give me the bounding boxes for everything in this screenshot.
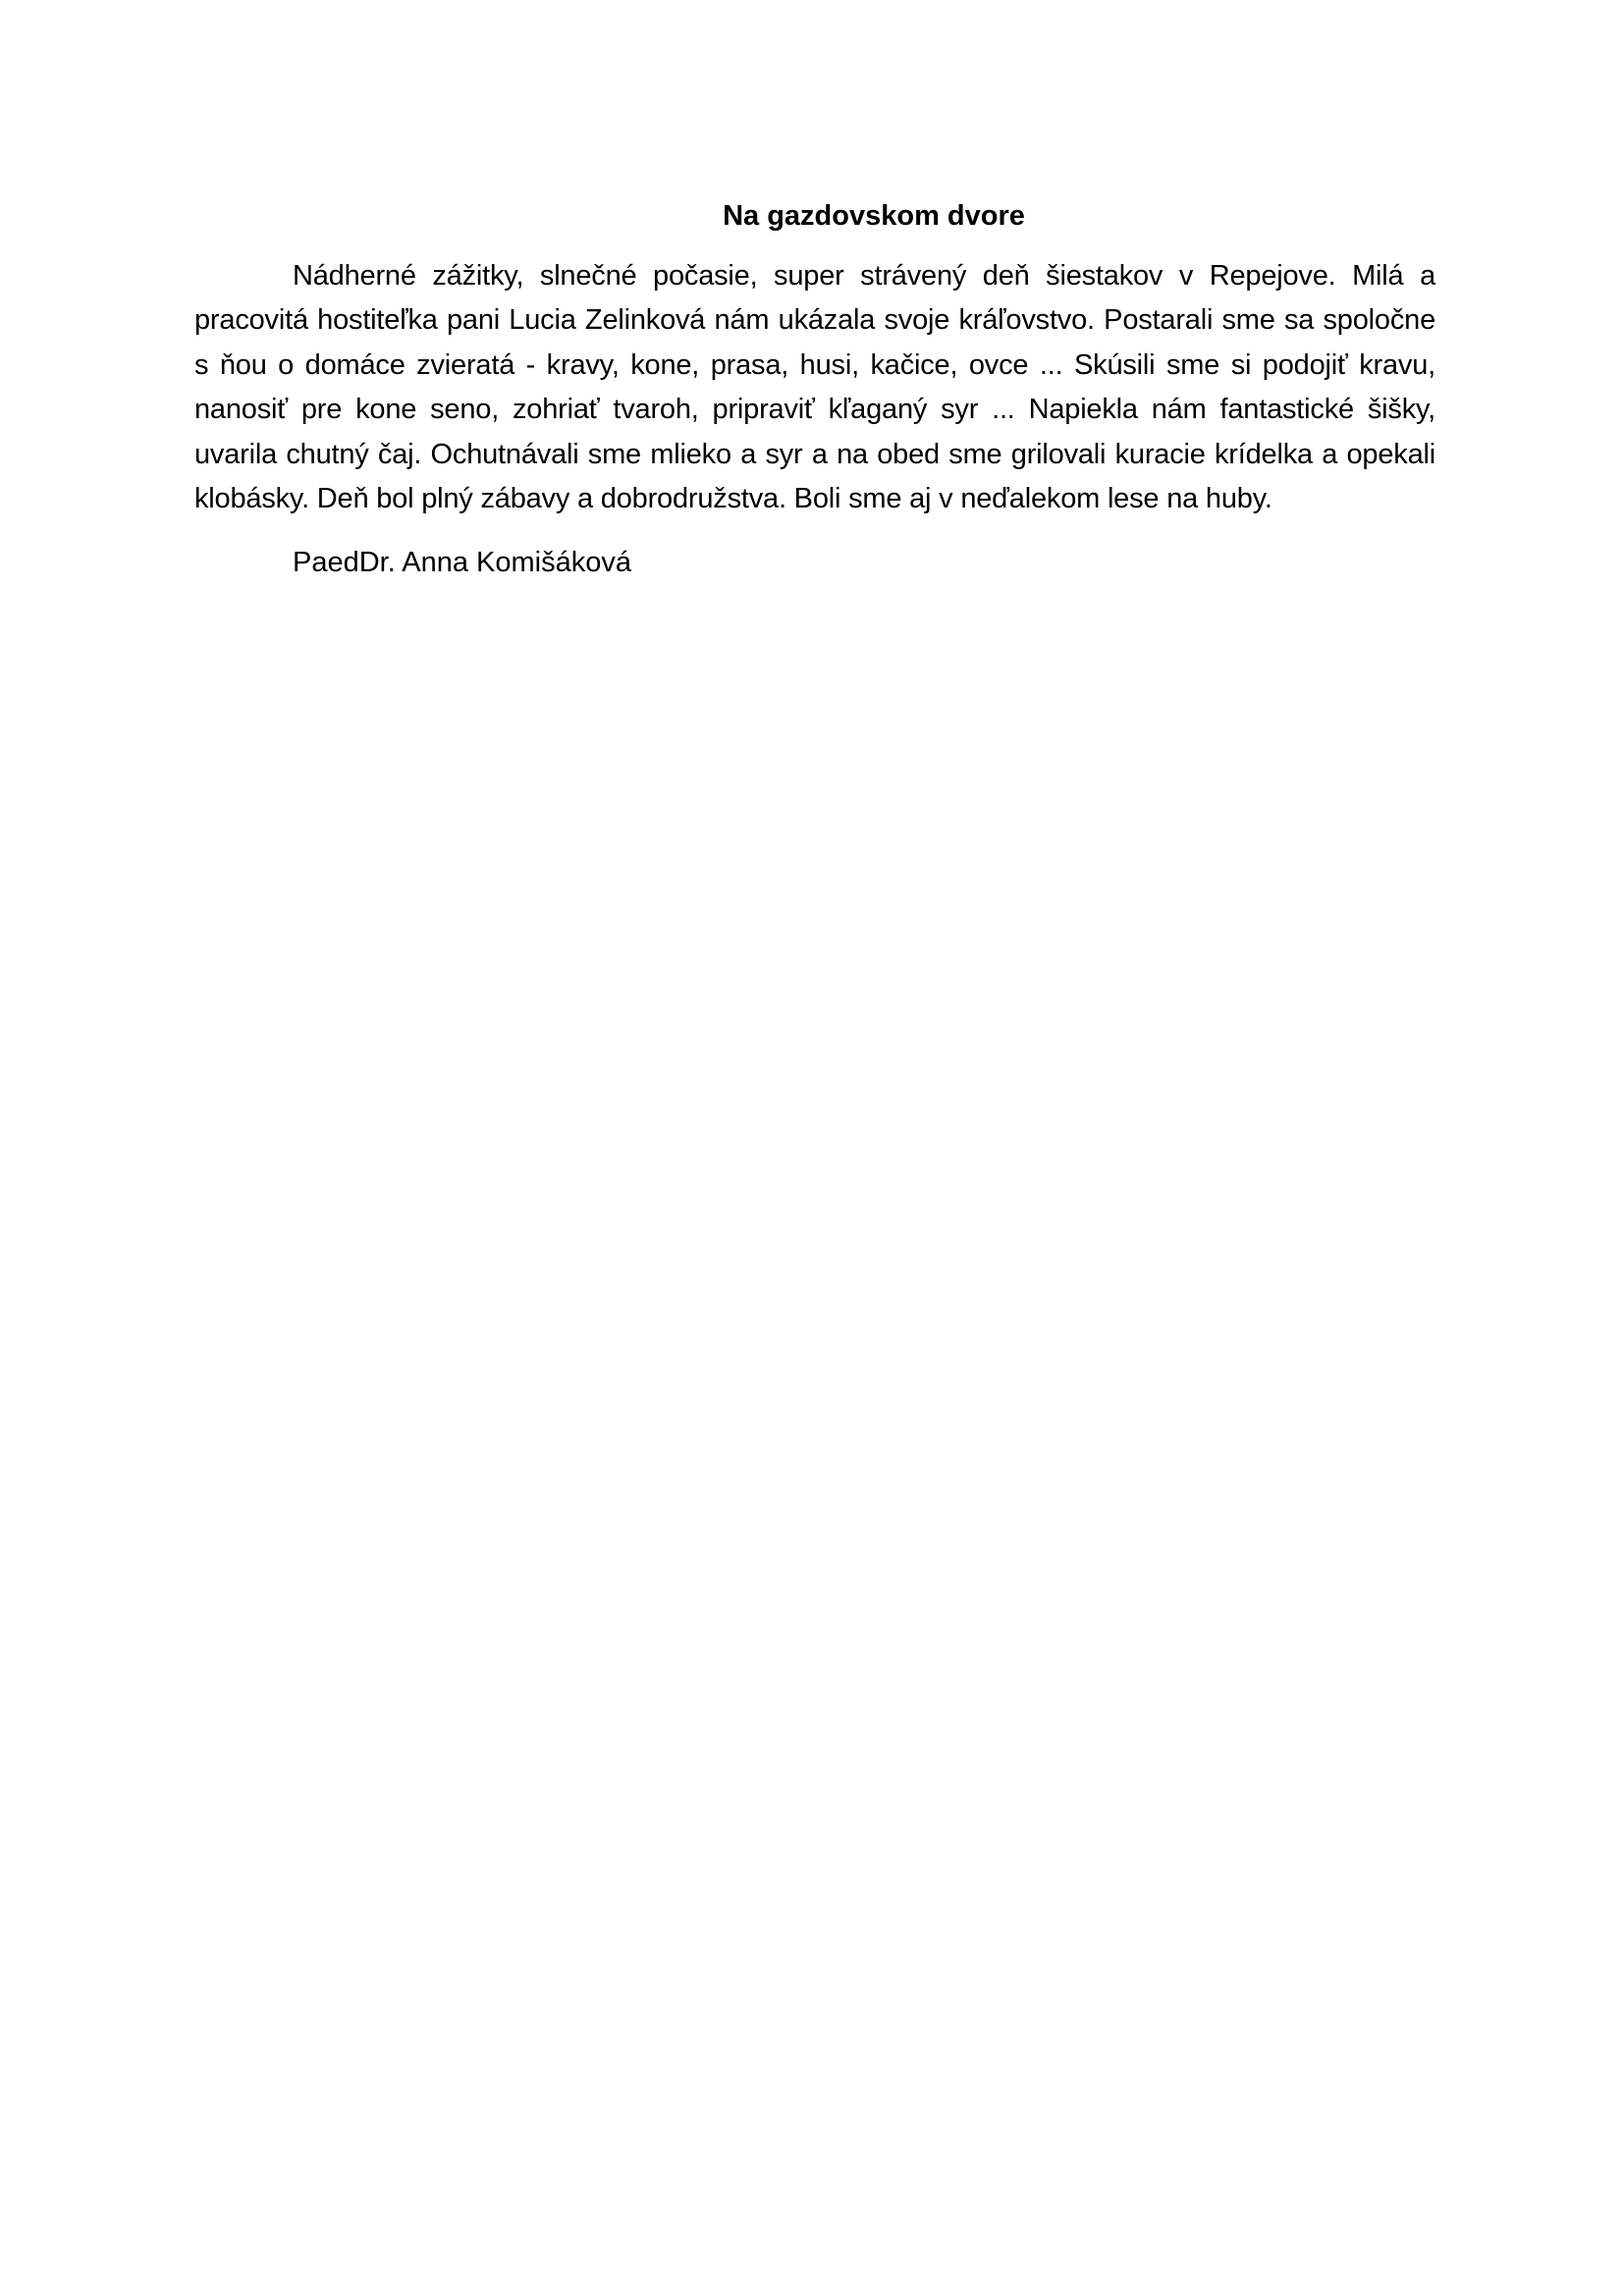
document-title: Na gazdovskom dvore	[723, 200, 1025, 232]
author-signature: PaedDr. Anna Komišáková	[293, 547, 631, 579]
article-paragraph: Nádherné zážitky, slnečné počasie, super strávený deň šiestakov v Repejove. Milá a pracovitá hostiteľka pani Lucia Zelinková nám ukázala svoje kráľovstvo. Postarali sme sa spoločne s ňou o domáce zvieratá - kravy, kone, prasa, husi, kačice, ovce ... Skúsili sme si podojiť kravu, nanosiť pre kone seno, zohriať tvaroh, pripraviť kľaganý syr ... Napiekla nám fantastické šišky, uvarila chutný čaj. Ochutnávali sme mlieko a syr a na obed sme grilovali kuracie krídelka a opekali klobásky. Deň bol plný zábavy a dobrodružstva. Boli sme aj v neďalekom lese na huby.	[194, 260, 1435, 515]
document-content	[194, 192, 1435, 585]
